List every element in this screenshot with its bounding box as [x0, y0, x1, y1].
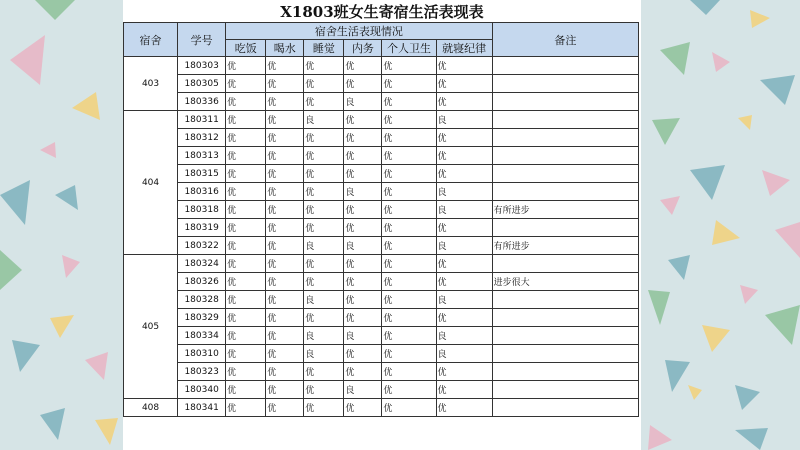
grade-cell: 优	[382, 363, 436, 381]
note-cell	[492, 75, 638, 93]
grade-cell: 优	[226, 309, 266, 327]
table-row	[124, 129, 639, 147]
student-id-cell: 180305	[178, 75, 226, 93]
grade-cell: 优	[266, 309, 304, 327]
grade-cell: 优	[226, 291, 266, 309]
room-cell: 404	[124, 111, 178, 255]
decor-triangle	[652, 118, 680, 145]
grade-cell: 优	[382, 201, 436, 219]
note-cell: 有所进步	[492, 237, 638, 255]
grade-cell: 优	[436, 165, 492, 183]
table-row	[124, 219, 639, 237]
grade-cell: 优	[344, 345, 382, 363]
grade-cell: 优	[304, 273, 344, 291]
grade-cell: 优	[382, 327, 436, 345]
header-col-0: 吃饭	[226, 40, 266, 57]
grade-cell: 优	[266, 363, 304, 381]
decor-triangle	[62, 255, 80, 278]
table-row	[124, 147, 639, 165]
table-row	[124, 381, 639, 399]
grade-cell: 优	[226, 345, 266, 363]
note-cell	[492, 399, 638, 417]
grade-cell: 优	[382, 75, 436, 93]
room-cell: 405	[124, 255, 178, 399]
grade-cell: 优	[436, 381, 492, 399]
table-row	[124, 57, 639, 75]
student-id-cell: 180319	[178, 219, 226, 237]
table-row	[124, 237, 639, 255]
grade-cell: 优	[344, 399, 382, 417]
decor-triangle	[55, 185, 78, 210]
note-cell: 有所进步	[492, 201, 638, 219]
decor-triangle	[735, 385, 760, 410]
grade-cell: 良	[344, 327, 382, 345]
grade-cell: 优	[344, 165, 382, 183]
grade-cell: 优	[226, 57, 266, 75]
grade-cell: 优	[226, 129, 266, 147]
table-row	[124, 111, 639, 129]
grade-cell: 优	[436, 75, 492, 93]
table-title: X1803班女生寄宿生活表现表	[280, 3, 484, 21]
grade-cell: 优	[266, 237, 304, 255]
student-id-cell: 180316	[178, 183, 226, 201]
student-id-cell: 180336	[178, 93, 226, 111]
grade-cell: 优	[226, 75, 266, 93]
table-row	[124, 309, 639, 327]
note-cell	[492, 165, 638, 183]
note-cell	[492, 183, 638, 201]
grade-cell: 优	[266, 327, 304, 345]
room-cell: 408	[124, 399, 178, 417]
note-cell	[492, 147, 638, 165]
student-id-cell: 180312	[178, 129, 226, 147]
grade-cell: 优	[266, 93, 304, 111]
grade-cell: 优	[304, 201, 344, 219]
grade-cell: 优	[304, 183, 344, 201]
grade-cell: 优	[304, 57, 344, 75]
header-row	[124, 23, 639, 40]
grade-cell: 优	[436, 309, 492, 327]
table-row	[124, 363, 639, 381]
grade-cell: 优	[436, 219, 492, 237]
header-group: 宿舍生活表现情况	[226, 23, 493, 40]
grade-cell: 优	[226, 381, 266, 399]
dorm-performance-table	[123, 22, 639, 417]
header-note: 备注	[492, 23, 638, 57]
decor-triangle	[740, 285, 758, 304]
grade-cell: 优	[304, 399, 344, 417]
grade-cell: 优	[266, 291, 304, 309]
note-cell	[492, 381, 638, 399]
grade-cell: 优	[304, 363, 344, 381]
decor-triangle	[775, 222, 800, 258]
grade-cell: 优	[226, 363, 266, 381]
grade-cell: 优	[266, 147, 304, 165]
grade-cell: 优	[382, 165, 436, 183]
grade-cell: 优	[344, 255, 382, 273]
grade-cell: 优	[382, 183, 436, 201]
grade-cell: 优	[344, 309, 382, 327]
grade-cell: 优	[304, 147, 344, 165]
grade-cell: 优	[436, 147, 492, 165]
note-cell	[492, 309, 638, 327]
grade-cell: 优	[382, 381, 436, 399]
grade-cell: 优	[266, 183, 304, 201]
grade-cell: 优	[266, 381, 304, 399]
grade-cell: 优	[382, 291, 436, 309]
decor-triangle	[95, 418, 118, 445]
decor-triangle	[735, 428, 768, 450]
note-cell	[492, 93, 638, 111]
grade-cell: 优	[226, 255, 266, 273]
grade-cell: 优	[382, 219, 436, 237]
grade-cell: 优	[304, 75, 344, 93]
decor-triangle	[35, 0, 75, 20]
grade-cell: 良	[304, 345, 344, 363]
grade-cell: 优	[436, 255, 492, 273]
grade-cell: 优	[382, 147, 436, 165]
table-row	[124, 75, 639, 93]
grade-cell: 良	[304, 291, 344, 309]
decor-triangle	[688, 385, 702, 400]
grade-cell: 优	[344, 201, 382, 219]
grade-cell: 优	[344, 219, 382, 237]
decor-triangle	[690, 165, 725, 200]
decor-triangle	[648, 425, 672, 450]
grade-cell: 优	[344, 291, 382, 309]
student-id-cell: 180315	[178, 165, 226, 183]
grade-cell: 优	[304, 165, 344, 183]
grade-cell: 良	[436, 345, 492, 363]
grade-cell: 良	[436, 183, 492, 201]
decor-triangle	[0, 180, 30, 225]
header-col-1: 喝水	[266, 40, 304, 57]
student-id-cell: 180326	[178, 273, 226, 291]
decor-triangle	[660, 196, 680, 215]
grade-cell: 优	[304, 129, 344, 147]
grade-cell: 良	[436, 237, 492, 255]
grade-cell: 优	[304, 93, 344, 111]
decor-triangle	[40, 408, 65, 440]
decor-triangle	[702, 325, 730, 352]
student-id-cell: 180324	[178, 255, 226, 273]
grade-cell: 良	[304, 327, 344, 345]
grade-cell: 优	[266, 201, 304, 219]
grade-cell: 优	[226, 183, 266, 201]
table-row	[124, 291, 639, 309]
grade-cell: 优	[304, 219, 344, 237]
grade-cell: 优	[226, 399, 266, 417]
table-row	[124, 273, 639, 291]
note-cell	[492, 255, 638, 273]
grade-cell: 优	[382, 399, 436, 417]
grade-cell: 良	[344, 381, 382, 399]
grade-cell: 良	[344, 183, 382, 201]
grade-cell: 优	[344, 147, 382, 165]
decor-triangle	[750, 10, 770, 28]
table-row	[124, 201, 639, 219]
decor-triangle	[72, 92, 100, 120]
decor-triangle	[665, 360, 690, 392]
note-cell	[492, 363, 638, 381]
decor-triangle	[738, 115, 752, 130]
student-id-cell: 180311	[178, 111, 226, 129]
note-cell	[492, 327, 638, 345]
grade-cell: 优	[266, 399, 304, 417]
decor-triangle	[85, 352, 108, 380]
decor-triangle	[50, 315, 74, 338]
note-cell	[492, 345, 638, 363]
note-cell	[492, 219, 638, 237]
decor-triangle	[648, 290, 670, 325]
grade-cell: 优	[344, 75, 382, 93]
grade-cell: 优	[266, 129, 304, 147]
grade-cell: 优	[382, 237, 436, 255]
header-student-id: 学号	[178, 23, 226, 57]
grade-cell: 优	[436, 363, 492, 381]
grade-cell: 优	[304, 255, 344, 273]
student-id-cell: 180334	[178, 327, 226, 345]
student-id-cell: 180318	[178, 201, 226, 219]
grade-cell: 优	[382, 273, 436, 291]
grade-cell: 良	[304, 237, 344, 255]
grade-cell: 优	[382, 255, 436, 273]
grade-cell: 优	[382, 129, 436, 147]
grade-cell: 良	[344, 93, 382, 111]
grade-cell: 优	[304, 381, 344, 399]
grade-cell: 优	[266, 111, 304, 129]
decor-triangle	[712, 220, 740, 245]
grade-cell: 优	[344, 111, 382, 129]
grade-cell: 优	[266, 345, 304, 363]
decor-triangle	[760, 75, 795, 105]
student-id-cell: 180313	[178, 147, 226, 165]
grade-cell: 良	[436, 201, 492, 219]
table-row	[124, 165, 639, 183]
decor-triangle	[0, 250, 22, 290]
note-cell	[492, 129, 638, 147]
grade-cell: 优	[382, 309, 436, 327]
grade-cell: 优	[382, 93, 436, 111]
grade-cell: 良	[436, 291, 492, 309]
grade-cell: 优	[344, 57, 382, 75]
note-cell	[492, 111, 638, 129]
grade-cell: 优	[266, 273, 304, 291]
table-row	[124, 183, 639, 201]
header-col-2: 睡觉	[304, 40, 344, 57]
grade-cell: 良	[436, 327, 492, 345]
grade-cell: 优	[226, 201, 266, 219]
student-id-cell: 180303	[178, 57, 226, 75]
student-id-cell: 180329	[178, 309, 226, 327]
table-row	[124, 93, 639, 111]
grade-cell: 优	[382, 345, 436, 363]
decor-triangle	[660, 42, 690, 75]
grade-cell: 优	[266, 75, 304, 93]
grade-cell: 优	[382, 57, 436, 75]
header-col-3: 内务	[344, 40, 382, 57]
grade-cell: 优	[304, 309, 344, 327]
grade-cell: 优	[266, 165, 304, 183]
grade-cell: 优	[226, 237, 266, 255]
header-room: 宿舍	[124, 23, 178, 57]
note-cell	[492, 291, 638, 309]
grade-cell: 优	[436, 93, 492, 111]
decor-triangle	[12, 340, 40, 372]
table-row	[124, 345, 639, 363]
grade-cell: 优	[266, 57, 304, 75]
note-cell	[492, 57, 638, 75]
grade-cell: 优	[226, 219, 266, 237]
decor-triangle	[765, 305, 800, 345]
header-col-4: 个人卫生	[382, 40, 436, 57]
student-id-cell: 180322	[178, 237, 226, 255]
table-body	[124, 57, 639, 417]
header-col-5: 就寝纪律	[436, 40, 492, 57]
grade-cell: 优	[382, 111, 436, 129]
grade-cell: 良	[344, 237, 382, 255]
table-row	[124, 255, 639, 273]
table-row	[124, 399, 639, 417]
grade-cell: 优	[226, 273, 266, 291]
spreadsheet-sheet	[123, 0, 641, 450]
decor-triangle	[712, 52, 730, 72]
grade-cell: 优	[226, 147, 266, 165]
decor-triangle	[762, 170, 790, 196]
decor-triangle	[690, 0, 720, 15]
student-id-cell: 180340	[178, 381, 226, 399]
grade-cell: 优	[436, 129, 492, 147]
grade-cell: 优	[436, 399, 492, 417]
student-id-cell: 180341	[178, 399, 226, 417]
decor-triangle	[40, 142, 56, 158]
grade-cell: 优	[344, 363, 382, 381]
grade-cell: 优	[344, 273, 382, 291]
grade-cell: 优	[266, 255, 304, 273]
grade-cell: 优	[436, 57, 492, 75]
decor-triangle	[10, 35, 45, 85]
grade-cell: 良	[304, 111, 344, 129]
room-cell: 403	[124, 57, 178, 111]
student-id-cell: 180328	[178, 291, 226, 309]
grade-cell: 优	[226, 165, 266, 183]
grade-cell: 优	[436, 273, 492, 291]
student-id-cell: 180310	[178, 345, 226, 363]
table-row	[124, 327, 639, 345]
grade-cell: 良	[436, 111, 492, 129]
note-cell: 进步很大	[492, 273, 638, 291]
decor-triangle	[668, 255, 690, 280]
grade-cell: 优	[226, 111, 266, 129]
grade-cell: 优	[344, 129, 382, 147]
grade-cell: 优	[226, 93, 266, 111]
grade-cell: 优	[226, 327, 266, 345]
grade-cell: 优	[266, 219, 304, 237]
student-id-cell: 180323	[178, 363, 226, 381]
